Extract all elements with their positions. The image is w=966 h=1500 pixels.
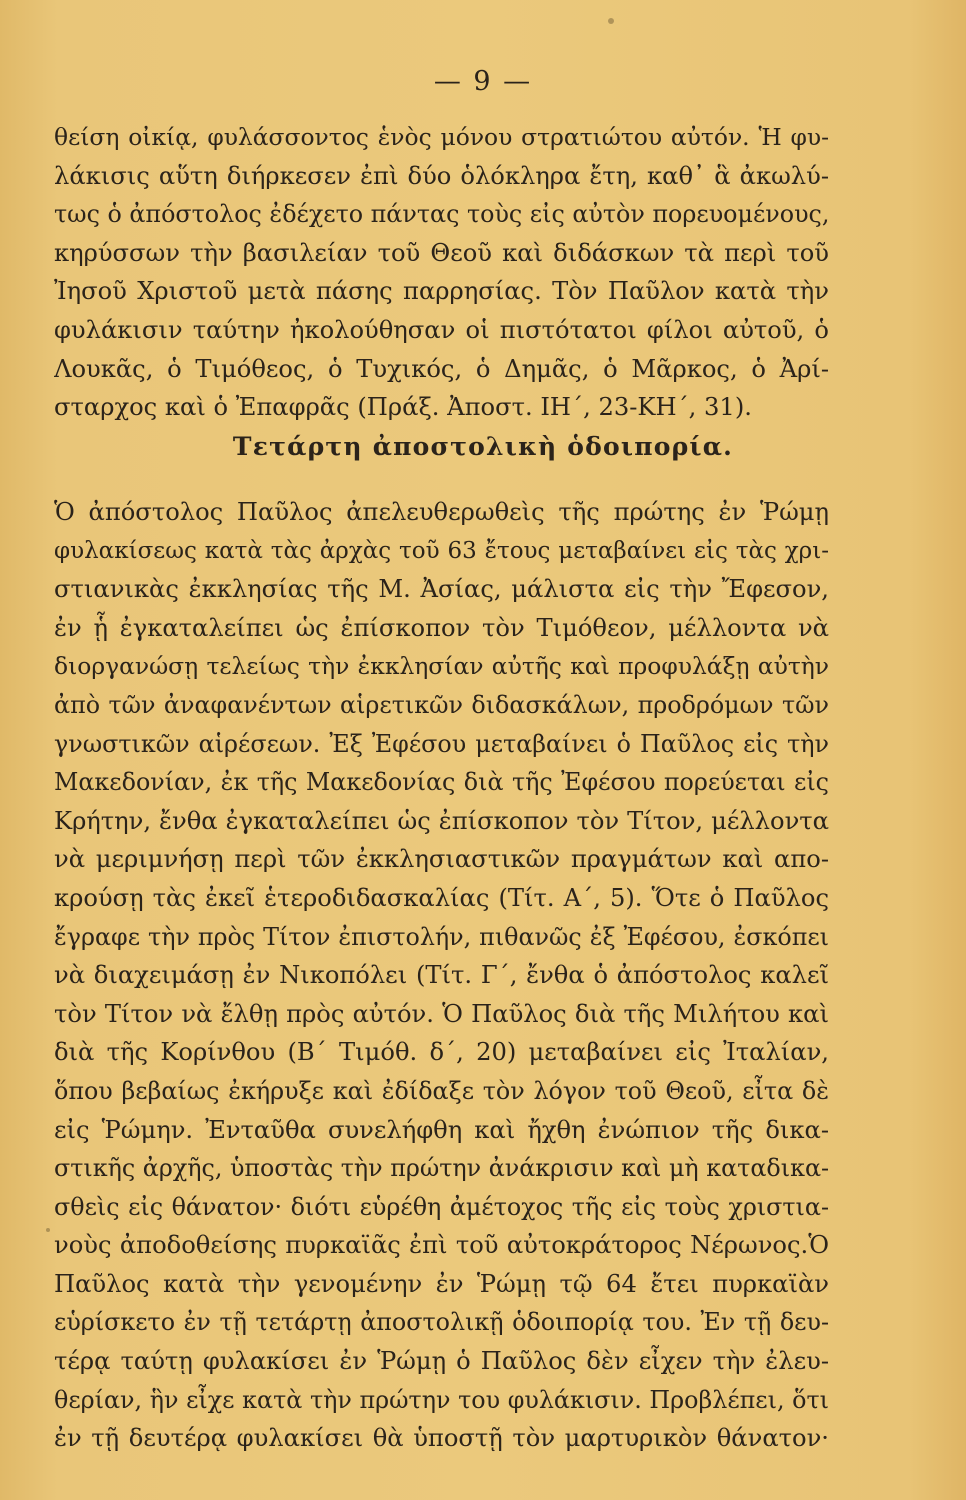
text-line: στικῆς ἀρχῆς, ὑποστὰς τὴν πρώτην ἀνάκρισιν καὶ μὴ καταδικα- [54, 1154, 829, 1183]
text-line: τὸν Τίτον νὰ ἔλθῃ πρὸς αὐτόν. Ὁ Παῦλος διὰ τῆς Μιλήτου καὶ [54, 999, 829, 1028]
text-line: Ὁ ἀπόστολος Παῦλος ἀπελευθερωθεὶς τῆς πρώτης ἐν Ῥώμῃ [54, 498, 829, 526]
text-line: διὰ τῆς Κορίνθου (Β΄ Τιμόθ. δ΄, 20) μεταβαίνει εἰς Ἰταλίαν, [54, 1038, 829, 1067]
text-line: στιανικὰς ἐκκλησίας τῆς Μ. Ἀσίας, μάλιστα εἰς τὴν Ἔφεσον, [54, 575, 829, 604]
text-line: διοργανώσῃ τελείως τὴν ἐκκλησίαν αὐτῆς καὶ προφυλάξῃ αὐτὴν [54, 652, 829, 681]
text-line: ἀπὸ τῶν ἀναφανέντων αἱρετικῶν διδασκάλων, προδρόμων τῶν [54, 690, 829, 719]
text-line: ἔγραφε τὴν πρὸς Τίτον ἐπιστολήν, πιθανῶς ἐξ Ἐφέσου, ἐσκόπει [54, 922, 829, 951]
text-line: Ἰησοῦ Χριστοῦ μετὰ πάσης παρρησίας. Τὸν Παῦλον κατὰ τὴν [54, 277, 829, 306]
text-line: ἐν ᾗ ἐγκαταλείπει ὡς ἐπίσκοπον τὸν Τιμόθεον, μέλλοντα νὰ [54, 613, 829, 642]
text-line: εὑρίσκετο ἐν τῇ τετάρτῃ ἀποστολικῇ ὁδοιπορίᾳ του. Ἐν τῇ δευ- [54, 1308, 829, 1337]
section-heading: Τετάρτη ἀποστολικὴ ὁδοιπορία. [232, 432, 734, 461]
text-line: τως ὁ ἀπόστολος ἐδέχετο πάντας τοὺς εἰς αὐτὸν πορευομένους, [54, 200, 829, 229]
text-line: σθεὶς εἰς θάνατον· διότι εὑρέθη ἀμέτοχος τῆς εἰς τοὺς χριστια- [54, 1192, 829, 1221]
ink-spot [46, 1228, 50, 1232]
text-line: Παῦλος κατὰ τὴν γενομένην ἐν Ῥώμῃ τῷ 64 ἔτει πυρκαϊὰν [54, 1269, 829, 1298]
text-line: εἰς Ῥώμην. Ἐνταῦθα συνελήφθη καὶ ἤχθη ἐνώπιον τῆς δικα- [54, 1115, 829, 1144]
text-line: νὰ μεριμνήσῃ περὶ τῶν ἐκκλησιαστικῶν πραγμάτων καὶ απο- [54, 845, 829, 874]
text-line: σταρχος καὶ ὁ Ἐπαφρᾶς (Πράξ. Ἀποστ. ΙΗ΄, 23-ΚΗ΄, 31). [54, 393, 752, 422]
text-line: τέρᾳ ταύτῃ φυλακίσει ἐν Ῥώμῃ ὁ Παῦλος δὲν εἶχεν τὴν ἐλευ- [54, 1347, 829, 1376]
page-number: — 9 — [433, 66, 533, 97]
text-line: φυλάκισιν ταύτην ἠκολούθησαν οἱ πιστότατοι φίλοι αὐτοῦ, ὁ [54, 315, 829, 344]
text-line: φυλακίσεως κατὰ τὰς ἀρχὰς τοῦ 63 ἔτους μεταβαίνει εἰς τὰς χρι- [54, 537, 829, 564]
paragraph-2 [54, 493, 829, 1458]
text-line: Μακεδονίαν, ἐκ τῆς Μακεδονίας διὰ τῆς Ἐφέσου πορεύεται εἰς [54, 768, 829, 797]
text-line: Κρήτην, ἔνθα ἐγκαταλείπει ὡς ἐπίσκοπον τὸν Τίτον, μέλλοντα [54, 806, 829, 835]
text-line: νὰ διαχειμάσῃ ἐν Νικοπόλει (Τίτ. Γ΄, ἔνθα ὁ ἀπόστολος καλεῖ [54, 961, 829, 990]
text-line: Λουκᾶς, ὁ Τιμόθεος, ὁ Τυχικός, ὁ Δημᾶς, ὁ Μᾶρκος, ὁ Ἀρί- [54, 354, 829, 383]
paragraph-1 [54, 118, 829, 427]
text-line: ὅπου βεβαίως ἐκήρυξε καὶ ἐδίδαξε τὸν λόγον τοῦ Θεοῦ, εἶτα δὲ [54, 1076, 829, 1105]
text-line: λάκισις αὕτη διήρκεσεν ἐπὶ δύο ὁλόκληρα ἔτη, καθ᾽ ἃ ἀκωλύ- [54, 161, 829, 190]
text-line: θερίαν, ἣν εἶχε κατὰ τὴν πρώτην του φυλάκισιν. Προβλέπει, ὅτι [54, 1385, 829, 1414]
text-line: γνωστικῶν αἱρέσεων. Ἐξ Ἐφέσου μεταβαίνει ὁ Παῦλος εἰς τὴν [54, 729, 829, 758]
text-line: κρούσῃ τὰς ἐκεῖ ἑτεροδιδασκαλίας (Τίτ. Α΄, 5). Ὅτε ὁ Παῦλος [54, 883, 829, 912]
text-line: νοὺς ἀποδοθείσης πυρκαϊᾶς ἐπὶ τοῦ αὐτοκράτορος Νέρωνος.Ὁ [54, 1231, 829, 1260]
text-line: ἐν τῇ δευτέρᾳ φυλακίσει θὰ ὑποστῇ τὸν μαρτυρικὸν θάνατον· [54, 1424, 829, 1453]
text-line: κηρύσσων τὴν βασιλείαν τοῦ Θεοῦ καὶ διδάσκων τὰ περὶ τοῦ [54, 238, 829, 267]
text-line: θείση οἰκίᾳ, φυλάσσοντος ἑνὸς μόνου στρατιώτου αὐτόν. Ἡ φυ- [54, 123, 829, 151]
ink-spot [608, 18, 614, 24]
